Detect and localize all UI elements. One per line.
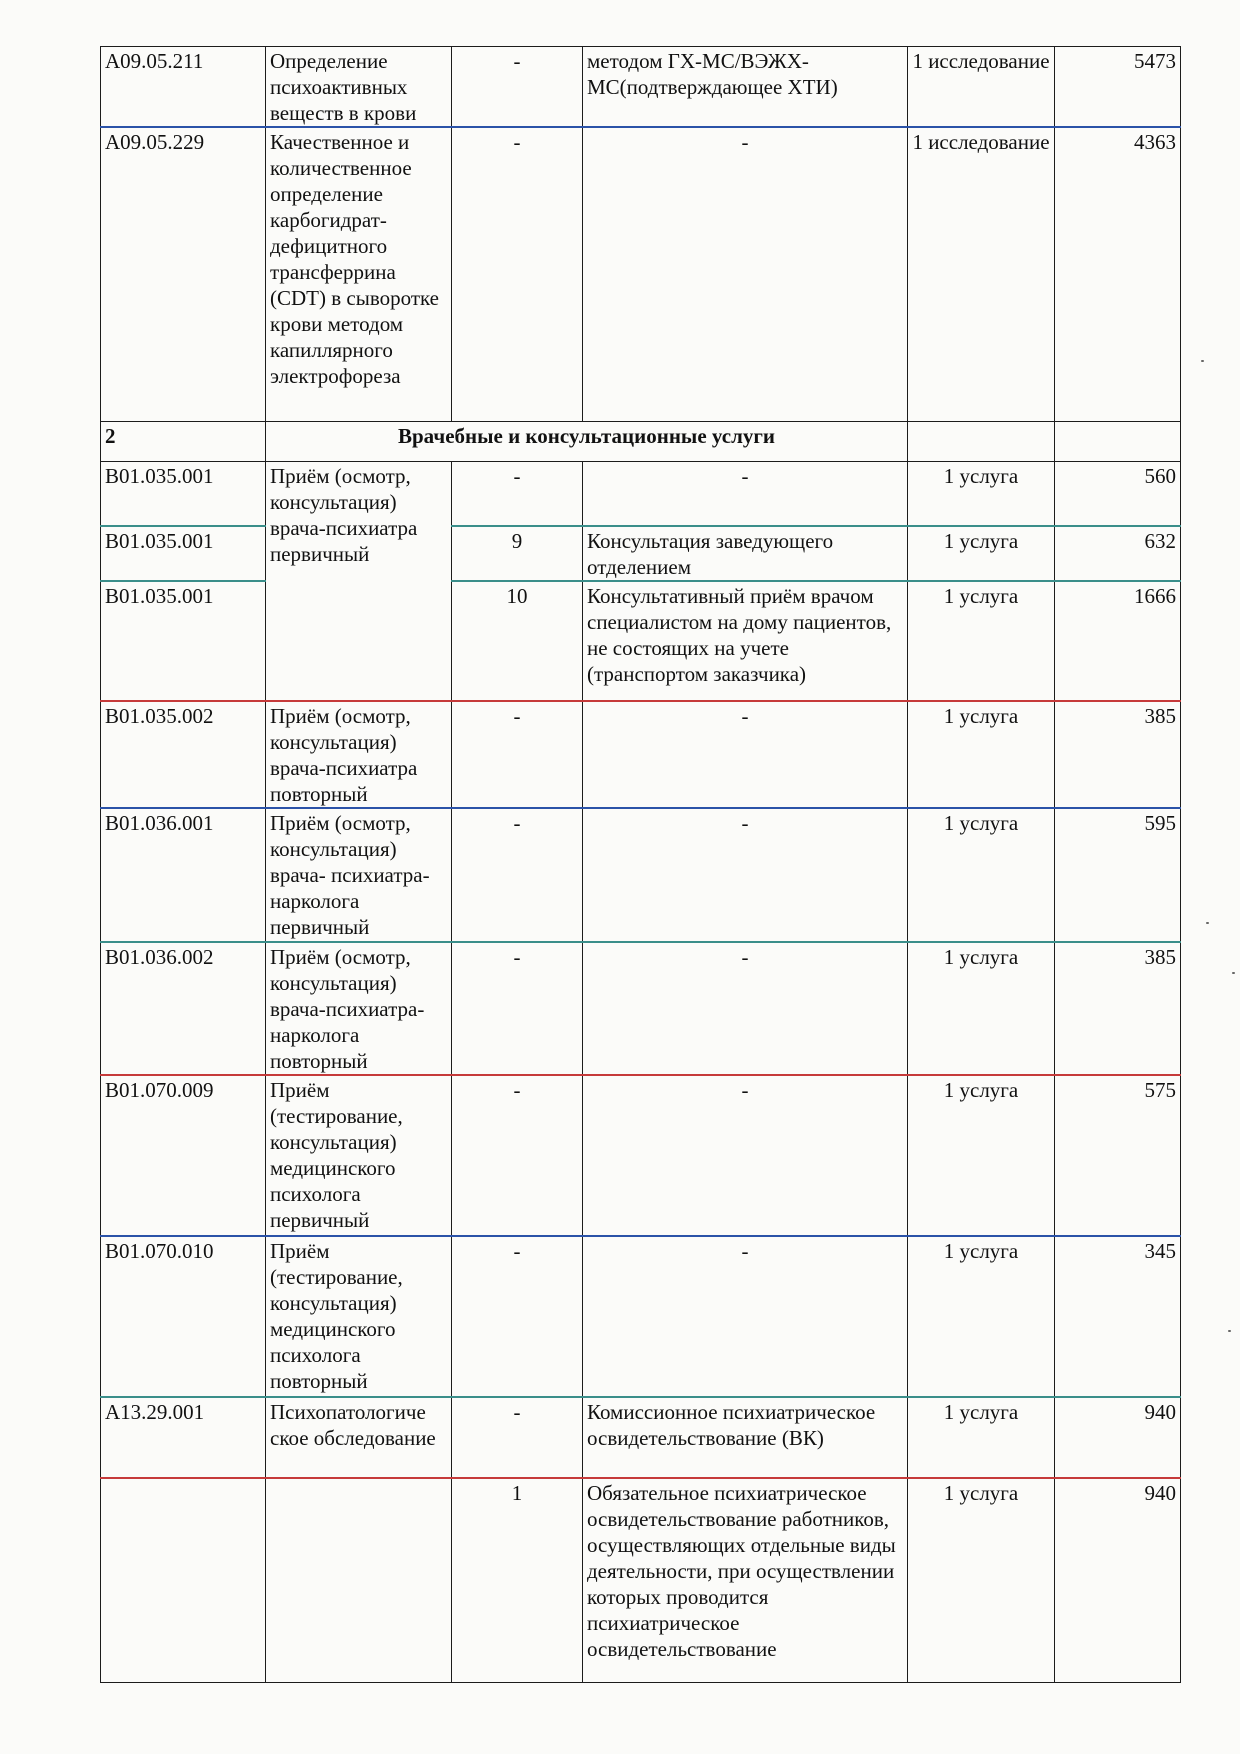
service-code: В01.036.001 [101,808,266,942]
service-name: Приём (осмотр, консультация) врача-психиатра первичный [266,461,452,701]
service-price: 940 [1055,1478,1181,1682]
service-number: 10 [452,581,583,701]
service-number: - [452,47,583,128]
service-name: Приём (осмотр, консультация) врача-психиатра-нарколога повторный [266,942,452,1075]
table-row [101,808,1181,942]
service-description: - [583,1236,908,1397]
service-price: 560 [1055,461,1181,526]
service-name: Качественное и количественное определение карбогидрат-дефицитного трансферрина (CDT) в сыворотке крови методом капиллярного электрофореза [266,127,452,421]
service-price: 595 [1055,808,1181,942]
service-number: - [452,1397,583,1478]
service-price: 575 [1055,1075,1181,1236]
service-description: - [583,808,908,942]
service-number: 9 [452,526,583,581]
service-unit: 1 исследование [908,47,1055,128]
service-code: В01.035.002 [101,701,266,808]
service-unit: 1 услуга [908,1397,1055,1478]
service-number: - [452,942,583,1075]
service-description: Консультация заведующего отделением [583,526,908,581]
service-code: В01.036.002 [101,942,266,1075]
table-row [101,1075,1181,1236]
service-number: - [452,808,583,942]
service-code: А09.05.229 [101,127,266,421]
scan-speck [1201,360,1204,362]
service-name [266,1478,452,1682]
service-price: 5473 [1055,47,1181,128]
service-price: 1666 [1055,581,1181,701]
service-code: А13.29.001 [101,1397,266,1478]
service-unit: 1 услуга [908,581,1055,701]
table-row [101,1397,1181,1478]
table-row [101,461,1181,526]
service-number: - [452,461,583,526]
service-description: - [583,127,908,421]
service-description: Консультативный приём врачом специалистом на дому пациентов, не состоящих на учете (транспортом заказчика) [583,581,908,701]
service-unit: 1 услуга [908,1075,1055,1236]
table-row [101,1478,1181,1682]
section-header-row [101,421,1181,461]
service-name: Приём (тестирование, консультация) медицинского психолога первичный [266,1075,452,1236]
service-price: 385 [1055,942,1181,1075]
service-name: Приём (тестирование, консультация) медицинского психолога повторный [266,1236,452,1397]
service-price: 632 [1055,526,1181,581]
service-description: - [583,701,908,808]
service-unit: 1 услуга [908,1478,1055,1682]
service-description: Комиссионное психиатрическое освидетельствование (ВК) [583,1397,908,1478]
empty-cell [1055,421,1181,461]
service-code: В01.035.001 [101,526,266,581]
table-row [101,581,1181,701]
service-code: В01.070.010 [101,1236,266,1397]
service-unit: 1 исследование [908,127,1055,421]
table-row [101,47,1181,128]
table-row [101,127,1181,421]
service-unit: 1 услуга [908,526,1055,581]
service-description: методом ГХ-МС/ВЭЖХ-МС(подтверждающее ХТИ) [583,47,908,128]
service-price: 345 [1055,1236,1181,1397]
service-unit: 1 услуга [908,461,1055,526]
empty-cell [908,421,1055,461]
service-code: В01.070.009 [101,1075,266,1236]
service-name: Психопатологиче ское обследование [266,1397,452,1478]
service-number: - [452,1236,583,1397]
service-description: - [583,1075,908,1236]
service-description: Обязательное психиатрическое освидетельствование работников, осуществляющих отдельные виды деятельности, при осуществлении которых проводится психиатрическое освидетельствование [583,1478,908,1682]
table-row [101,701,1181,808]
service-unit: 1 услуга [908,701,1055,808]
service-price: 4363 [1055,127,1181,421]
service-number: 1 [452,1478,583,1682]
service-code: А09.05.211 [101,47,266,128]
service-price: 940 [1055,1397,1181,1478]
price-table [100,46,1181,1683]
table-row [101,942,1181,1075]
service-description: - [583,461,908,526]
scan-speck [1232,972,1235,974]
scan-speck [1228,1330,1231,1332]
service-unit: 1 услуга [908,942,1055,1075]
service-name: Определение психоактивных веществ в крови [266,47,452,128]
service-code [101,1478,266,1682]
service-price: 385 [1055,701,1181,808]
table-row [101,526,1181,581]
table-row [101,1236,1181,1397]
service-unit: 1 услуга [908,1236,1055,1397]
service-description: - [583,942,908,1075]
service-code: В01.035.001 [101,461,266,526]
section-number: 2 [101,421,266,461]
service-number: - [452,701,583,808]
service-name: Приём (осмотр, консультация) врача-психиатра повторный [266,701,452,808]
service-unit: 1 услуга [908,808,1055,942]
scan-speck [1206,922,1209,924]
service-number: - [452,127,583,421]
section-title: Врачебные и консультационные услуги [266,421,908,461]
service-number: - [452,1075,583,1236]
service-code: В01.035.001 [101,581,266,701]
service-name: Приём (осмотр, консультация) врача- психиатра-нарколога первичный [266,808,452,942]
